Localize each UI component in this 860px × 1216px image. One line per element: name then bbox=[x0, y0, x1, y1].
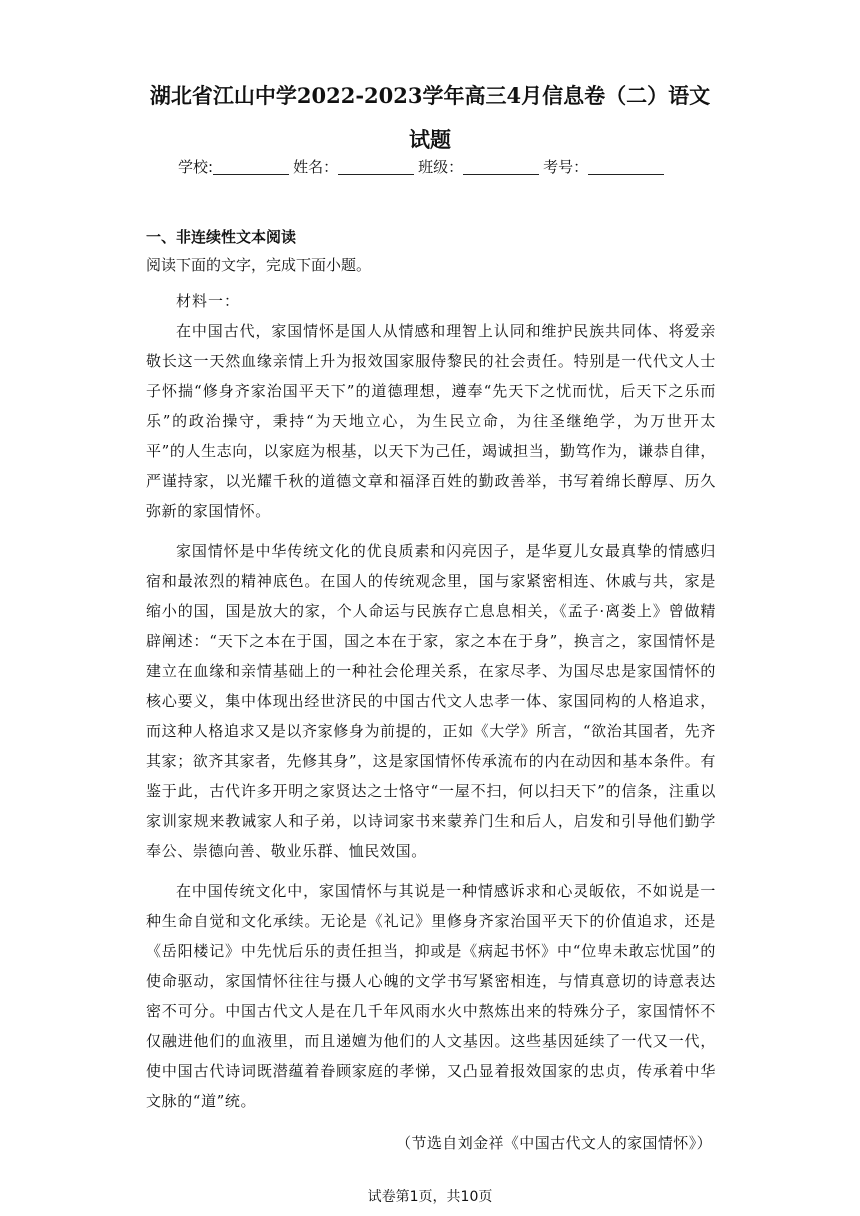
section-heading: 一、非连续性文本阅读 bbox=[146, 228, 297, 246]
school-blank bbox=[213, 160, 289, 175]
paragraph: 在中国古代，家国情怀是国人从情感和理智上认同和维护民族共同体、将爱亲敬长这一天然血缘亲情上升为报效国家服侍黎民的社会责任。特别是一代代文人士子怀揣“修身齐家治国平天下”的道德理想，遵奉“先天下之忧而忧，后天下之乐而乐”的政治操守，秉持“为天地立心，为生民立命，为往圣继绝学，为万世开太平”的人生志向，以家庭为根基，以天下为己任，竭诚担当，勤笃作为，谦恭自律，严谨持家，以光耀千秋的道德文章和福泽百姓的勤政善举，书写着绵长醇厚、历久弥新的家国情怀。 bbox=[146, 322, 716, 520]
class-label: 班级： bbox=[418, 158, 464, 176]
section-instruction: 阅读下面的文字，完成下面小题。 bbox=[146, 256, 372, 274]
page-footer: 试卷第1页，共10页 bbox=[367, 1189, 493, 1205]
page-title bbox=[120, 74, 740, 162]
name-label: 姓名： bbox=[293, 158, 339, 176]
reading-passage bbox=[146, 316, 716, 1126]
material-label: 材料一： bbox=[176, 292, 241, 310]
exam-number-blank bbox=[588, 160, 664, 175]
title-line-1: 湖北省江山中学2022-2023学年高三4月信息卷（二）语文 bbox=[149, 83, 711, 108]
exam-number-label: 考号： bbox=[543, 158, 589, 176]
paragraph: 家国情怀是中华传统文化的优良质素和闪亮因子，是华夏儿女最真挚的情感归宿和最浓烈的精神底色。在国人的传统观念里，国与家紧密相连、休戚与共，家是缩小的国，国是放大的家，个人命运与民族存亡息息相关，《孟子·离娄上》曾做精辟阐述：“天下之本在于国，国之本在于家，家之本在于身”，换言之，家国情怀是建立在血缘和亲情基础上的一种社会伦理关系，在家尽孝、为国尽忠是家国情怀的核心要义，集中体现出经世济民的中国古代文人忠孝一体、家国同构的人格追求，而这种人格追求又是以齐家修身为前提的，正如《大学》所言，“欲治其国者，先齐其家；欲齐其家者，先修其身”，这是家国情怀传承流布的内在动因和基本条件。有鉴于此，古代许多开明之家贤达之士恪守“一屋不扫，何以扫天下”的信条，注重以家训家规来教诫家人和子弟，以诗词家书来蒙养门生和后人，启发和引导他们勤学奉公、崇德向善、敬业乐群、恤民效国。 bbox=[146, 542, 716, 860]
student-info-line bbox=[178, 156, 668, 177]
school-label: 学校: bbox=[178, 158, 214, 176]
source-citation: （节选自刘金祥《中国古代文人的家国情怀》） bbox=[396, 1134, 712, 1152]
title-line-2: 试题 bbox=[409, 127, 451, 152]
name-blank bbox=[338, 160, 414, 175]
class-blank bbox=[463, 160, 539, 175]
paragraph: 在中国传统文化中，家国情怀与其说是一种情感诉求和心灵皈依，不如说是一种生命自觉和文化承续。无论是《礼记》里修身齐家治国平天下的价值追求，还是《岳阳楼记》中先忧后乐的责任担当，抑或是《病起书怀》中“位卑未敢忘忧国”的使命驱动，家国情怀往往与摄人心魄的文学书写紧密相连，与情真意切的诗意表达密不可分。中国古代文人是在几千年风雨水火中熬炼出来的特殊分子，家国情怀不仅融进他们的血液里，而且递嬗为他们的人文基因。这些基因延续了一代又一代，使中国古代诗词既潜蕴着眷顾家庭的孝悌，又凸显着报效国家的忠贞，传承着中华文脉的“道”统。 bbox=[146, 882, 716, 1110]
